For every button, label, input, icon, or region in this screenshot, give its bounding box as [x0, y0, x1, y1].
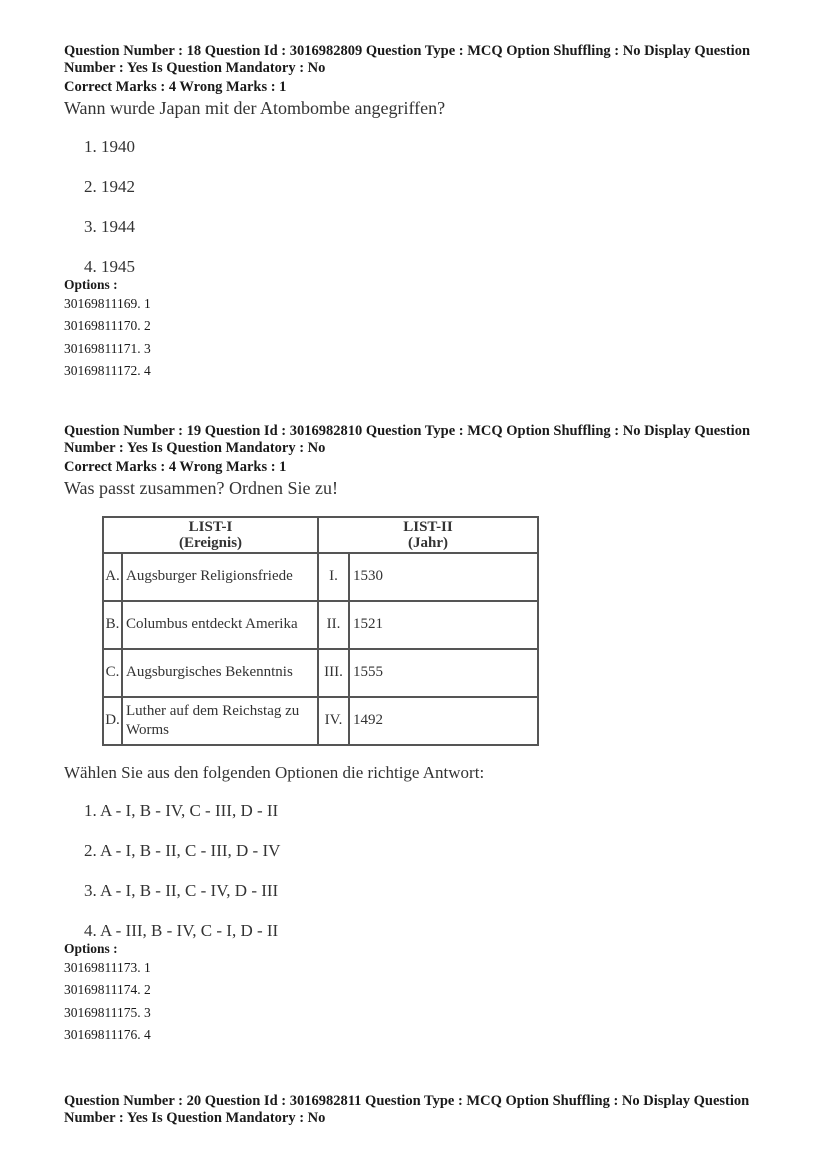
event-cell: Luther auf dem Reichstag zu Worms	[122, 697, 318, 745]
question-20-meta	[64, 1093, 774, 1126]
question-19-choices	[64, 801, 774, 941]
choice-3: 3. 1944	[84, 216, 135, 236]
row-label: A.	[103, 553, 122, 601]
question-18	[64, 43, 774, 383]
roman-cell: III.	[318, 649, 349, 697]
list2-subtitle: (Jahr)	[408, 534, 448, 551]
choice-2: 2. A - I, B - II, C - III, D - IV	[84, 840, 281, 860]
option-row: 30169811176. 4	[64, 1027, 151, 1042]
list1-header	[103, 517, 318, 553]
options-title: Options :	[64, 276, 118, 292]
choice-2: 2. 1942	[84, 176, 135, 196]
question-19-meta	[64, 423, 774, 476]
event-cell: Columbus entdeckt Amerika	[122, 601, 318, 649]
roman-cell: IV.	[318, 697, 349, 745]
options-title: Options :	[64, 940, 118, 956]
option-row: 30169811171. 3	[64, 340, 151, 356]
option-row: 30169811172. 4	[64, 363, 151, 378]
event-cell: Augsburgisches Bekenntnis	[122, 649, 318, 697]
option-row: 30169811174. 2	[64, 982, 151, 997]
choice-4: 4. 1945	[84, 256, 135, 276]
choice-3: 3. A - I, B - II, C - IV, D - III	[84, 880, 279, 900]
question-18-text: Wann wurde Japan mit der Atombombe angegriffen?	[64, 97, 446, 118]
table-row	[103, 649, 538, 697]
option-row: 30169811175. 3	[64, 1004, 151, 1020]
year-cell: 1555	[349, 649, 538, 697]
meta-line-2: Number : Yes Is Question Mandatory : No	[64, 439, 326, 456]
list2-header	[318, 517, 538, 553]
roman-cell: I.	[318, 553, 349, 601]
meta-line-2: Number : Yes Is Question Mandatory : No	[64, 1109, 326, 1126]
list1-title: LIST-I	[188, 518, 233, 535]
row-label: D.	[103, 697, 122, 745]
question-18-meta	[64, 43, 774, 96]
meta-line-1: Question Number : 19 Question Id : 3016982810 Question Type : MCQ Option Shuffling : No Display Question	[64, 423, 751, 439]
event-cell: Augsburger Religionsfriede	[122, 553, 318, 601]
option-row: 30169811170. 2	[64, 318, 151, 333]
question-20	[64, 1093, 774, 1126]
table-row	[103, 697, 538, 745]
year-cell: 1521	[349, 601, 538, 649]
choice-4: 4. A - III, B - IV, C - I, D - II	[84, 920, 279, 940]
marks-line: Correct Marks : 4 Wrong Marks : 1	[64, 79, 287, 95]
roman-cell: II.	[318, 601, 349, 649]
instruction-text: Wählen Sie aus den folgenden Optionen die richtige Antwort:	[64, 762, 485, 782]
question-19-text: Was passt zusammen? Ordnen Sie zu!	[64, 477, 338, 498]
meta-line-1: Question Number : 18 Question Id : 3016982809 Question Type : MCQ Option Shuffling : No Display Question	[64, 43, 751, 59]
meta-line-1: Question Number : 20 Question Id : 3016982811 Question Type : MCQ Option Shuffling : No Display Question	[64, 1093, 750, 1109]
meta-line-2: Number : Yes Is Question Mandatory : No	[64, 59, 326, 76]
marks-line: Correct Marks : 4 Wrong Marks : 1	[64, 459, 287, 475]
list1-subtitle: (Ereignis)	[178, 534, 243, 551]
year-cell: 1492	[349, 697, 538, 745]
matching-table	[102, 516, 539, 746]
table-row	[103, 553, 538, 601]
table-row	[103, 601, 538, 649]
choice-1: 1. A - I, B - IV, C - III, D - II	[84, 800, 279, 820]
option-row: 30169811169. 1	[64, 295, 151, 311]
option-row: 30169811173. 1	[64, 959, 151, 975]
row-label: C.	[103, 649, 122, 697]
question-19	[64, 423, 774, 1047]
list2-title: LIST-II	[403, 518, 453, 535]
question-18-choices	[64, 137, 774, 277]
choice-1: 1. 1940	[84, 136, 135, 156]
year-cell: 1530	[349, 553, 538, 601]
row-label: B.	[103, 601, 122, 649]
